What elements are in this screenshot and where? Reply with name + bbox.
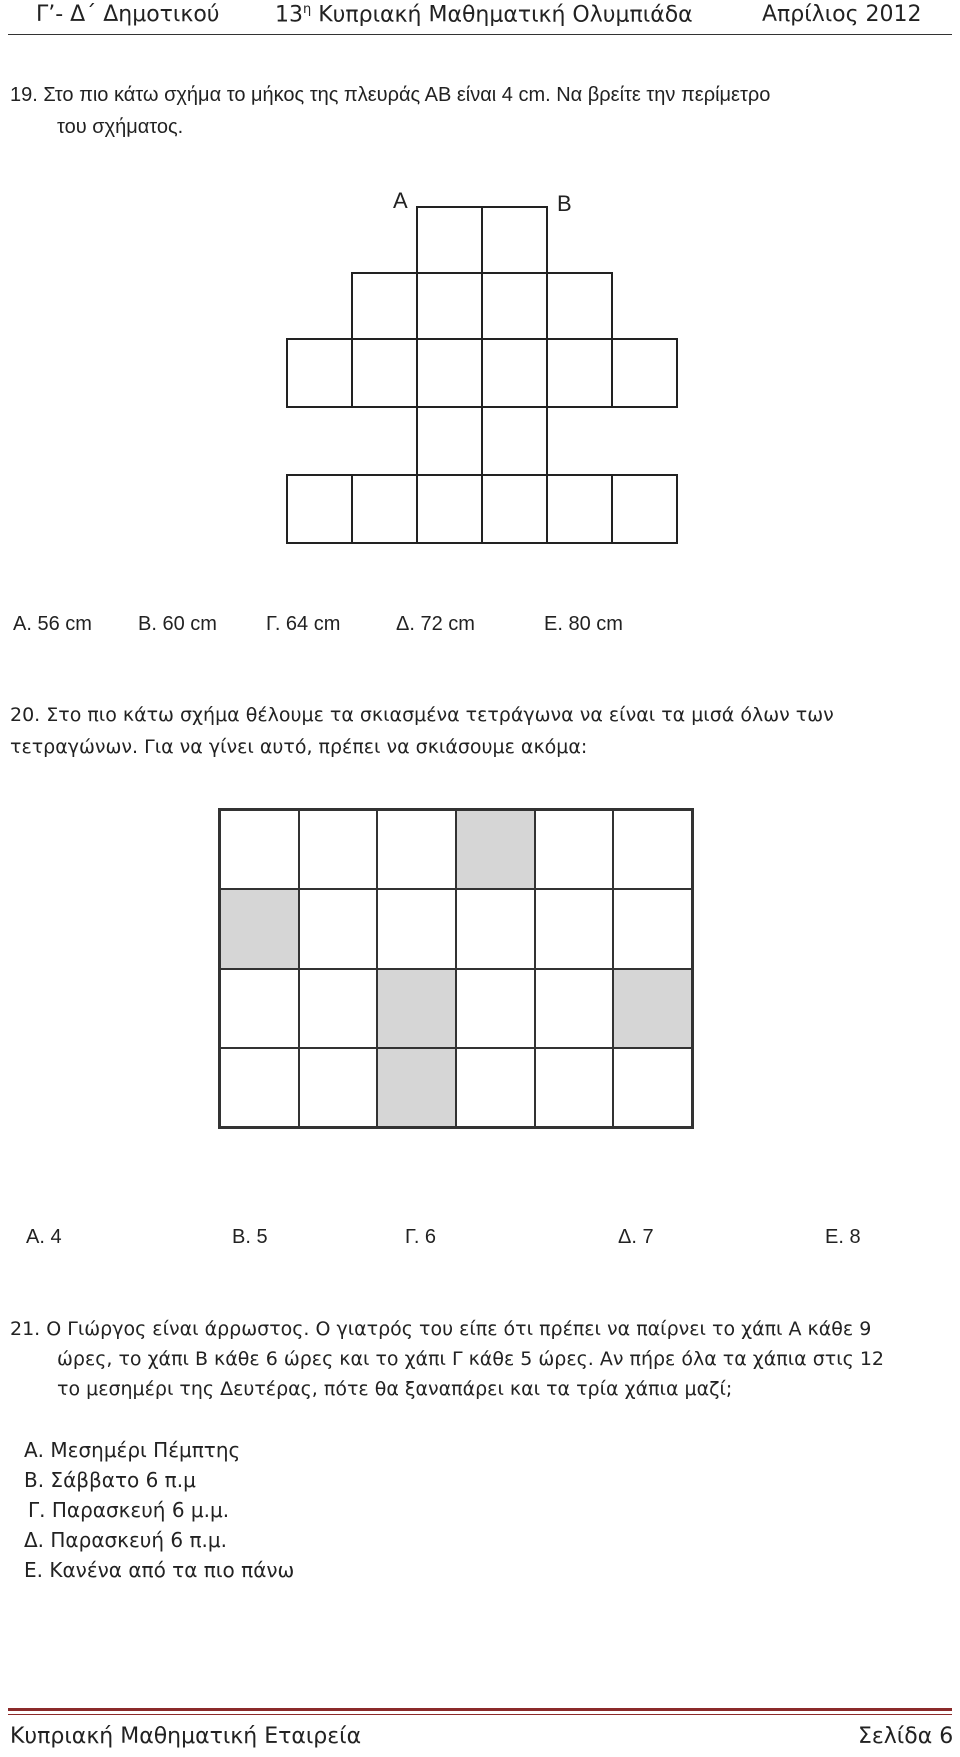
figure-square — [546, 272, 613, 340]
grid-square — [220, 810, 299, 889]
grid-square — [456, 969, 535, 1048]
header-olympiad-title: Κυπριακή Μαθηματική Ολυμπιάδα — [311, 2, 693, 28]
grid-square — [535, 969, 614, 1048]
grid-square — [299, 889, 378, 968]
q21-text-line2: ώρες, το χάπι Β κάθε 6 ώρες και το χάπι Γ κάθε 5 ώρες. Αν πήρε όλα τα χάπια στις 12 — [57, 1348, 885, 1370]
figure-square — [416, 474, 483, 544]
grid-square-shaded — [613, 969, 692, 1048]
grid-square-shaded — [377, 969, 456, 1048]
figure-square — [481, 272, 548, 340]
grid-square — [377, 889, 456, 968]
figure-square — [351, 338, 418, 408]
q19-option-e[interactable]: E. 80 cm — [544, 613, 623, 635]
figure-square — [481, 338, 548, 408]
header-olympiad — [275, 2, 693, 27]
grid-square — [456, 889, 535, 968]
grid-square — [613, 889, 692, 968]
figure-square — [481, 474, 548, 544]
q20-option-d[interactable]: Δ. 7 — [618, 1226, 654, 1248]
header-olympiad-number: 13 — [275, 2, 303, 28]
figure-square — [611, 474, 678, 544]
grid-square-shaded — [377, 1048, 456, 1127]
grid-square — [613, 1048, 692, 1127]
q20-option-b[interactable]: B. 5 — [232, 1226, 268, 1248]
q19-option-a[interactable]: A. 56 cm — [13, 613, 92, 635]
grid-square — [299, 1048, 378, 1127]
grid-square — [377, 810, 456, 889]
grid-square — [613, 810, 692, 889]
grid-square — [299, 969, 378, 1048]
figure-square — [351, 474, 418, 544]
figure-square — [416, 338, 483, 408]
q20-option-e[interactable]: E. 8 — [825, 1226, 861, 1248]
footer-page: Σελίδα 6 — [858, 1724, 954, 1749]
figure-square — [546, 474, 613, 544]
figure-square — [481, 206, 548, 274]
grid-square — [456, 1048, 535, 1127]
figure-square — [546, 338, 613, 408]
header-olympiad-sup: η — [303, 2, 312, 17]
q21-option-b[interactable]: Β. Σάββατο 6 π.μ — [24, 1468, 196, 1492]
q20-text-line2: τετραγώνων. Για να γίνει αυτό, πρέπει να σκιάσουμε ακόμα: — [10, 736, 588, 758]
q21-option-c[interactable]: Γ. Παρασκευή 6 μ.μ. — [28, 1498, 230, 1522]
footer-rule-thick — [8, 1708, 952, 1711]
grid-square — [299, 810, 378, 889]
q20-text-line1: 20. Στο πιο κάτω σχήμα θέλουμε τα σκιασμένα τετράγωνα να είναι τα μισά όλων των — [10, 704, 834, 726]
figure-square — [351, 272, 418, 340]
grid-square-shaded — [456, 810, 535, 889]
q21-text-line1: 21. Ο Γιώργος είναι άρρωστος. Ο γιατρός του είπε ότι πρέπει να παίρνει το χάπι Α κάθε 9 — [10, 1318, 872, 1340]
figure-square — [286, 338, 353, 408]
q20-grid — [218, 808, 694, 1129]
q21-option-d[interactable]: Δ. Παρασκευή 6 π.μ. — [24, 1528, 227, 1552]
figure-square — [481, 406, 548, 476]
q20-option-c[interactable]: Γ. 6 — [405, 1226, 437, 1248]
q19-option-b[interactable]: B. 60 cm — [138, 613, 217, 635]
q21-option-e[interactable]: Ε. Κανένα από τα πιο πάνω — [24, 1558, 295, 1582]
q19-option-d[interactable]: Δ. 72 cm — [396, 613, 475, 635]
grid-square — [220, 969, 299, 1048]
q19-text-line1: 19. Στο πιο κάτω σχήμα το μήκος της πλευράς ΑΒ είναι 4 cm. Να βρείτε την περίμετρο — [10, 84, 771, 106]
footer-org: Κυπριακή Μαθηματική Εταιρεία — [10, 1724, 362, 1749]
grid-square-shaded — [220, 889, 299, 968]
grid-square — [220, 1048, 299, 1127]
grid-square — [535, 889, 614, 968]
figure-square — [611, 338, 678, 408]
grid-square — [535, 810, 614, 889]
figure-square — [416, 206, 483, 274]
header-date: Απρίλιος 2012 — [762, 2, 922, 27]
q21-option-a[interactable]: Α. Μεσημέρι Πέμπτης — [24, 1438, 241, 1462]
q20-option-a[interactable]: A. 4 — [26, 1226, 62, 1248]
footer-rule-thin — [8, 1714, 952, 1715]
header-grade: Γ’- Δ΄ Δημοτικού — [36, 2, 220, 27]
label-b: B — [557, 191, 572, 216]
q19-option-c[interactable]: Γ. 64 cm — [266, 613, 341, 635]
figure-square — [286, 474, 353, 544]
grid-square — [535, 1048, 614, 1127]
header-rule — [8, 34, 952, 35]
label-a: A — [393, 188, 408, 213]
figure-square — [416, 272, 483, 340]
figure-square — [416, 406, 483, 476]
q21-text-line3: το μεσημέρι της Δευτέρας, πότε θα ξαναπάρει και τα τρία χάπια μαζί; — [57, 1378, 733, 1400]
q19-text-line2: του σχήματος. — [57, 116, 184, 138]
